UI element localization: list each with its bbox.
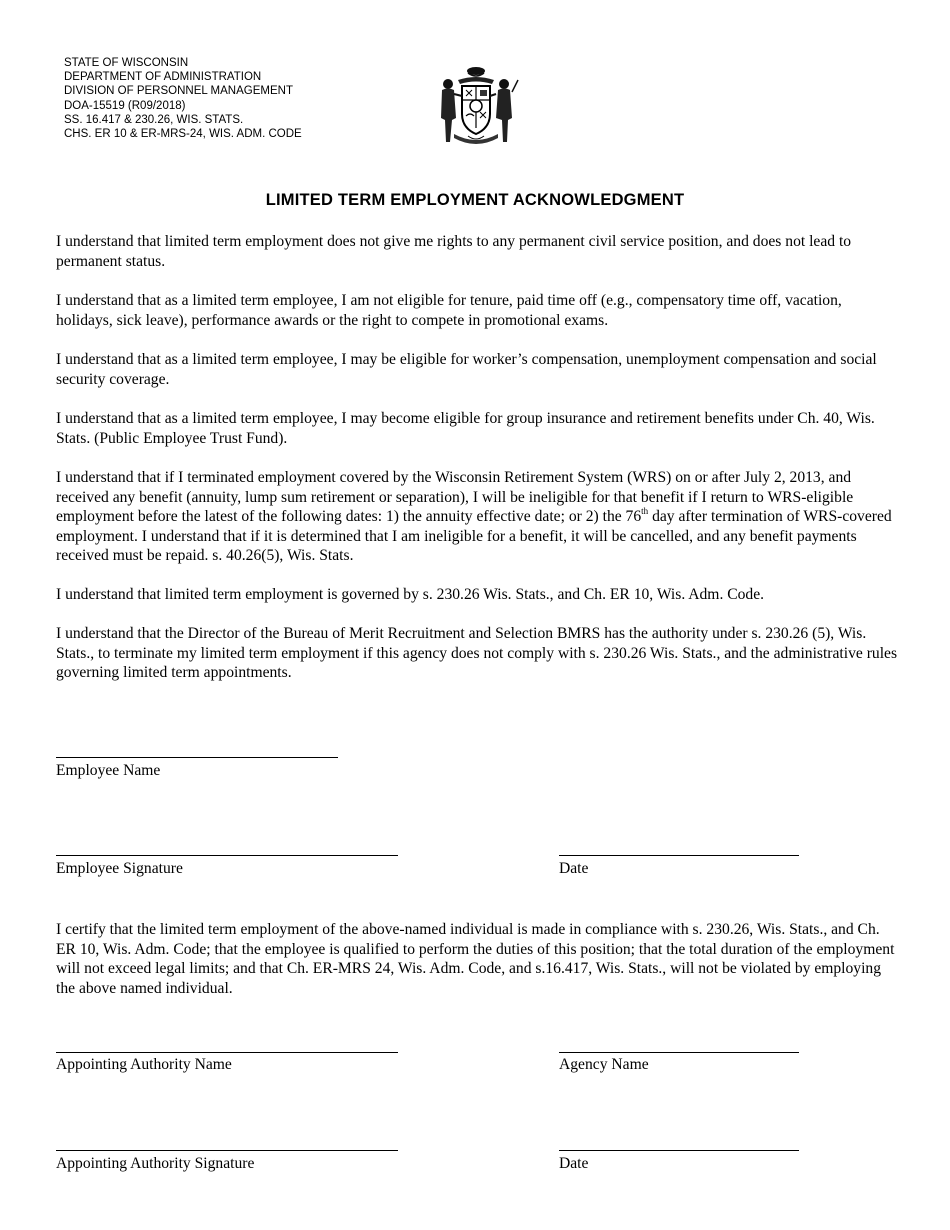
wisconsin-seal-icon <box>432 62 520 148</box>
header-line: SS. 16.417 & 230.26, WIS. STATS. <box>64 113 244 126</box>
paragraph-text: I understand that as a limited term employee, I may become eligible for group insurance and retirement benefits under Ch. 40, Wis. Stats. (Public Employee Trust Fund). <box>56 410 875 447</box>
ack-paragraph-governed-by <box>56 585 898 605</box>
certification-paragraph <box>56 920 898 998</box>
header-line: DEPARTMENT OF ADMINISTRATION <box>64 71 262 84</box>
employee-signature-label: Employee Signature <box>56 860 183 877</box>
ack-paragraph-permanent-status <box>56 232 898 271</box>
agency-name-label: Agency Name <box>559 1056 649 1073</box>
paragraph-text: I understand that limited term employment does not give me rights to any permanent civil service position, and does not lead to permanent status. <box>56 233 852 270</box>
form-title: LIMITED TERM EMPLOYMENT ACKNOWLEDGMENT <box>265 191 685 209</box>
paragraph-text: I understand that limited term employment is governed by s. 230.26 Wis. Stats., and Ch. ER 10, Wis. Adm. Code. <box>56 586 765 603</box>
ack-paragraph-bmrs-authority <box>56 624 898 683</box>
ack-paragraph-eligibility <box>56 291 898 330</box>
paragraph-text: I understand that as a limited term employee, I am not eligible for tenure, paid time off (e.g., compensatory time off, vacation, holidays, sick leave), performance awards or the right to compete in promotional exams. <box>56 292 842 329</box>
wrs-text-part-2: day after termination of WRS-covered employment. I understand that if it is determined that I am ineligible for a benefit, it will be cancelled, and any benefit payments received must be repaid. s. 40.26(5), Wis. Stats. <box>56 508 892 565</box>
header-line: DIVISION OF PERSONNEL MANAGEMENT <box>64 85 293 98</box>
employee-name-label: Employee Name <box>56 762 161 779</box>
paragraph-text: I understand that the Director of the Bureau of Merit Recruitment and Selection BMRS has the authority under s. 230.26 (5), Wis. Stats., to terminate my limited term employment if this agency does not comply with s. 230.26 Wis. Stats., and the administrative rules governing limited term appointments. <box>56 625 898 682</box>
wrs-text-part-1: I understand that if I terminated employment covered by the Wisconsin Retirement System (WRS) on or after July 2, 2013, and received any benefit (annuity, lump sum retirement or separation), I will be ineligible for that benefit if I return to WRS-eligible employment before the latest of the following dates: 1) the annuity effective date; or 2) the 76 <box>56 469 854 526</box>
agency-name-field[interactable] <box>559 1052 799 1053</box>
employee-date-field[interactable] <box>559 855 799 856</box>
paragraph-text <box>56 468 898 566</box>
ack-paragraph-wrs <box>56 468 898 566</box>
appointing-authority-signature-field[interactable] <box>56 1150 398 1151</box>
authority-date-field[interactable] <box>559 1150 799 1151</box>
employee-name-field[interactable] <box>56 757 338 758</box>
appointing-authority-signature-label: Appointing Authority Signature <box>56 1155 255 1172</box>
agency-header <box>64 56 302 141</box>
employee-date-label: Date <box>559 860 589 877</box>
header-line: STATE OF WISCONSIN <box>64 57 189 69</box>
paragraph-text: I certify that the limited term employment of the above-named individual is made in compliance with s. 230.26, Wis. Stats., and Ch. ER 10, Wis. Adm. Code; that the employee is qualified to perform the duties of this position; that the total duration of the employment will not exceed legal limits; and that Ch. ER-MRS 24, Wis. Adm. Code, and s.16.417, Wis. Stats., will not be violated by employing the above named individual. <box>56 921 895 997</box>
appointing-authority-name-label: Appointing Authority Name <box>56 1056 232 1073</box>
header-line: DOA-15519 (R09/2018) <box>64 99 186 112</box>
header-line: CHS. ER 10 & ER-MRS-24, WIS. ADM. CODE <box>64 128 302 141</box>
ack-paragraph-compensation <box>56 350 898 389</box>
ordinal-suffix: th <box>641 506 649 516</box>
paragraph-text: I understand that as a limited term employee, I may be eligible for worker’s compensation, unemployment compensation and social security coverage. <box>56 351 877 388</box>
ack-paragraph-insurance <box>56 409 898 448</box>
appointing-authority-name-field[interactable] <box>56 1052 398 1053</box>
employee-signature-field[interactable] <box>56 855 398 856</box>
authority-date-label: Date <box>559 1155 589 1172</box>
